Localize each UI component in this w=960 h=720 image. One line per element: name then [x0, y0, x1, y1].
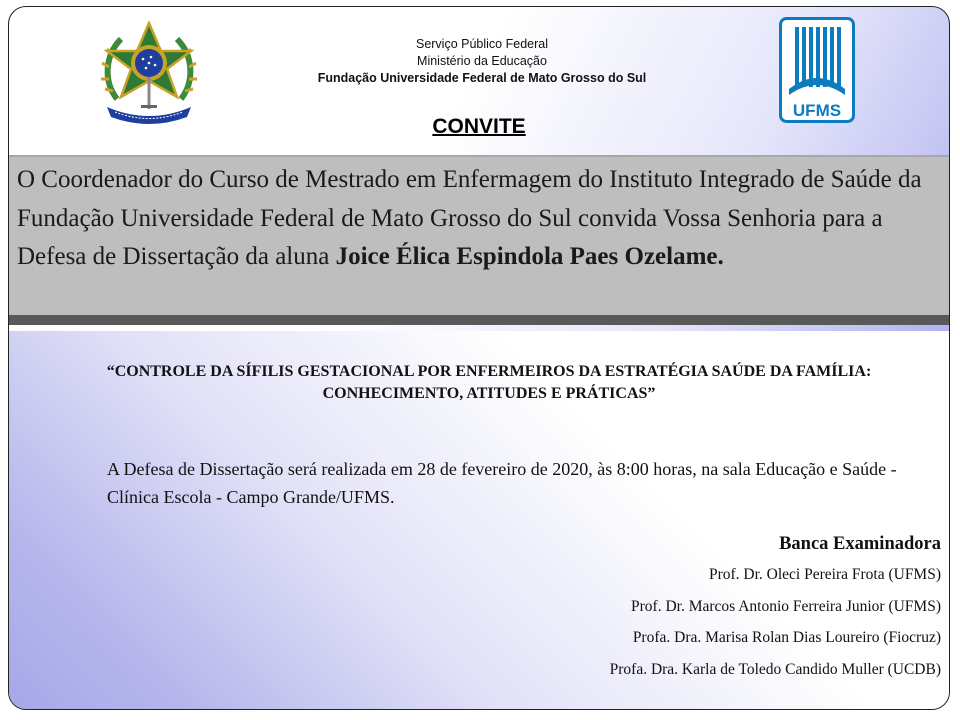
invitation-card — [8, 6, 950, 710]
board-member: Profa. Dra. Marisa Rolan Dias Loureiro (Fiocruz) — [632, 629, 941, 646]
board-title: Banca Examinadora — [779, 534, 941, 554]
page-title — [9, 115, 949, 139]
student-name: Joice Élica Espindola Paes Ozelame. — [335, 243, 724, 270]
brazil-coat-of-arms-icon — [99, 21, 199, 127]
header-line-1: Serviço Público Federal — [415, 37, 548, 51]
header-line-3: Fundação Universidade Federal de Mato Grosso do Sul — [317, 71, 647, 85]
board-member: Profa. Dra. Karla de Toledo Candido Muller (UCDB) — [609, 660, 941, 678]
intro-paragraph — [17, 161, 937, 277]
header-line-2: Ministério da Educação — [417, 54, 547, 68]
ufms-logo-text: UFMS — [792, 101, 842, 120]
ufms-logo-icon — [779, 17, 855, 123]
board-member: Prof. Dr. Marcos Antonio Ferreira Junior (UFMS) — [631, 597, 941, 615]
dissertation-title: “CONTROLE DA SÍFILIS GESTACIONAL POR ENFERMEIROS DA ESTRATÉGIA SAÚDE DA FAMÍLIA: CONHECIMENTO, ATITUDES E PRÁTICAS” — [106, 363, 872, 402]
examination-board — [341, 529, 941, 685]
board-member: Prof. Dr. Oleci Pereira Frota (UFMS) — [708, 566, 941, 583]
divider-band — [9, 315, 949, 325]
defense-info: A Defesa de Dissertação será realizada em 28 de fevereiro de 2020, às 8:00 horas, na sala Educação e Saúde - Clínica Escola - Campo Grande/UFMS. — [107, 459, 897, 507]
intro-text: O Coordenador do Curso de Mestrado em Enfermagem do Instituto Integrado de Saúde da Fundação Universidade Federal de Mato Grosso do Sul convida Vossa Senhoria para a Defesa de Dissertação da aluna — [17, 166, 922, 270]
title-text: CONVITE — [432, 115, 526, 138]
